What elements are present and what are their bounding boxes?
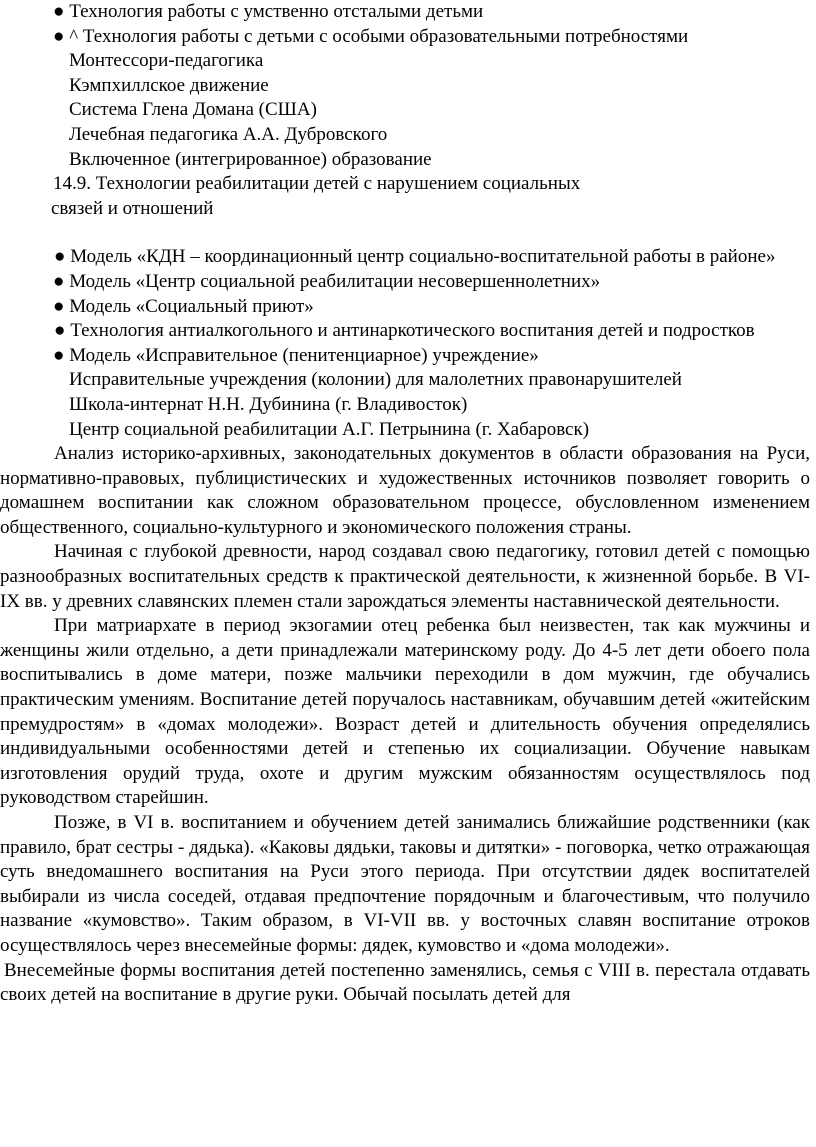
list-item: [0, 270, 810, 295]
list-item-text: Центр социальной реабилитации А.Г. Петрынина (г. Хабаровск): [69, 418, 590, 440]
section-heading-continued: связей и отношений: [51, 197, 214, 219]
list-item-text: Монтессори-педагогика: [69, 50, 264, 72]
list-item: [0, 74, 810, 99]
missing-glyph-icon: [53, 148, 69, 173]
paragraph: При матриархате в период экзогамии отец ребенка был неизвестен, так как мужчины и женщины жили отдельно, а дети принадлежали материнскому роду. До 4-5 лет дети обоего пола воспитывались в доме матери, позже мальчики переходили в дом мужчин, где обучались практическим умениям. Воспитание детей поручалось наставникам, обучавшим детей «житейским премудростям» в «домах молодежи». Возраст детей и длительность обучения определялись индивидуальными особенностями детей и степенью их социализации. Обучение навыкам изготовления орудий труда, охоте и другим мужским обязанностям осуществлялось под руководством старейшин.: [0, 615, 810, 809]
list-item-text: Модель «Центр социальной реабилитации несовершеннолетних»: [69, 270, 601, 292]
list-marker: ●: [53, 270, 65, 292]
spacer: [0, 221, 810, 245]
missing-glyph-icon: [53, 74, 69, 99]
list-marker: ●: [53, 1, 65, 22]
paragraph: Внесемейные формы воспитания детей постепенно заменялись, семья с VIII в. перестала отдавать своих детей на воспитание в другие руки. Обычай посылать детей для: [0, 959, 810, 1006]
list-item: [0, 368, 810, 393]
missing-glyph-icon: [53, 123, 69, 148]
list-item: [0, 49, 810, 74]
paragraph: Начиная с глубокой древности, народ создавал свою педагогику, готовил детей с помощью разнообразных воспитательных средств к практической деятельности, к жизненной борьбе. В VI-IX вв. у древних славянских племен стали зарождаться элементы наставнической деятельности.: [0, 541, 810, 612]
list-marker: ●: [53, 295, 65, 317]
list-item-text: Кэмпхиллское движение: [69, 74, 269, 96]
missing-glyph-icon: [53, 393, 69, 418]
list-item: [0, 319, 810, 344]
missing-glyph-icon: [53, 418, 69, 443]
list-item-text: Модель «Исправительное (пенитенциарное) учреждение»: [69, 344, 539, 366]
list-item-text: Модель «КДН – координационный центр социально-воспитательной работы в районе»: [70, 246, 776, 268]
list-item: [0, 393, 810, 418]
section-heading: 14.9. Технологии реабилитации детей с нарушением социальных: [53, 173, 581, 195]
list-item-text: Школа-интернат Н.Н. Дубинина (г. Владивосток): [69, 393, 468, 415]
list-marker: ●: [54, 320, 66, 342]
list-marker: ●: [53, 344, 65, 366]
list-item: [0, 148, 810, 173]
list-item-text: Модель «Социальный приют»: [69, 295, 314, 317]
list-item: [0, 98, 810, 123]
paragraph: Позже, в VI в. воспитанием и обучением детей занимались ближайшие родственники (как правило, брат сестры - дядька). «Каковы дядьки, таковы и дитятки» - поговорка, четко отражающая суть внедомашнего воспитания на Руси этого периода. При отсутствии дядек воспитателей выбирали из числа соседей, отдавая предпочтение порядочным и благочестивым, что получило название «кумовство». Таким образом, в VI-VII вв. у восточных славян воспитание отроков осуществлялось через внесемейные формы: дядек, кумовство и «дома молодежи».: [0, 812, 810, 956]
list-item: [0, 25, 810, 50]
list-item: [0, 344, 810, 369]
list-item-text: Система Глена Домана (США): [69, 99, 317, 121]
list-item-text: Лечебная педагогика А.А. Дубровского: [69, 123, 388, 145]
missing-glyph-icon: [53, 49, 69, 74]
missing-glyph-icon: [53, 98, 69, 123]
list-item: [0, 295, 810, 320]
list-marker: ●: [54, 246, 66, 268]
paragraph: Анализ историко-архивных, законодательных документов в области образования на Руси, нормативно-правовых, публицистических и художественных источников позволяет говорить о домашнем воспитании как сложном образовательном процессе, обусловленном изменением общественного, социально-культурного и экономического положения страны.: [0, 443, 810, 538]
top-list: [0, 0, 810, 172]
list-item: [0, 245, 810, 270]
list-item-text: Исправительные учреждения (колонии) для малолетних правонарушителей: [69, 369, 682, 391]
list-item: [0, 123, 810, 148]
list-item-text: Технология антиалкогольного и антинаркотического воспитания детей и подростков: [70, 320, 755, 342]
list-marker: ● ^: [53, 25, 79, 47]
list-item: [0, 418, 810, 443]
list-item-text: Технология работы с умственно отсталыми детьми: [69, 1, 484, 22]
list-item: [0, 0, 810, 25]
body-text: [0, 442, 810, 1008]
missing-glyph-icon: [53, 368, 69, 393]
list-item-text: Технология работы с детьми с особыми образовательными потребностями: [82, 25, 689, 47]
middle-list: [0, 245, 810, 442]
list-item-text: Включенное (интегрированное) образование: [69, 148, 432, 170]
